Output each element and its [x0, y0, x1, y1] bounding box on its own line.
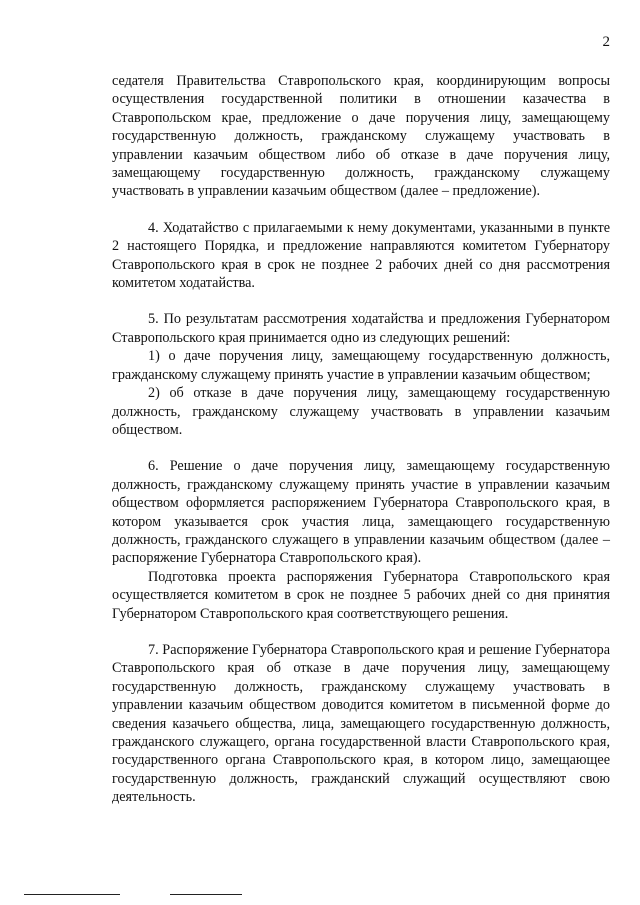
footer-rule-left: [24, 894, 120, 895]
paragraph-5-item-2: 2) об отказе в даче поручения лицу, замещающему государственную должность, гражданскому служащему участвовать в управлении казачьим обществом.: [112, 385, 610, 438]
page-number: 2: [602, 34, 610, 50]
paragraph-gap: [112, 292, 610, 310]
paragraph-7: 7. Распоряжение Губернатора Ставропольского края и решение Губернатора Ставропольского края об отказе в даче поручения лицу, замещающему государственную должность, гражданскому служащему участвовать в управлении казачьим обществом доводится комитетом в письменной форме до сведения казачьего общества, лица, замещающего государственную должность, гражданского служащего, органа государственной власти Ставропольского края, государственного органа Ставропольского края, в котором лицо, замещающее государственную должность, гражданский служащий осуществляют свою деятельность.: [112, 641, 610, 806]
paragraph-gap: [112, 623, 610, 641]
paragraph-6-preparation: Подготовка проекта распоряжения Губернатора Ставропольского края осуществляется комитетом в срок не позднее 5 рабочих дней со дня принятия Губернатором Ставропольского края соответствующего решения.: [112, 568, 610, 622]
paragraph-4: 4. Ходатайство с прилагаемыми к нему документами, указанными в пункте 2 настоящего Порядка, и предложение направляются комитетом Губернатору Ставропольского края в срок не позднее 2 рабочих дней со дня рассмотрения комитетом ходатайства.: [112, 219, 610, 292]
paragraph-gap: [112, 201, 610, 219]
paragraph-continuation: седателя Правительства Ставропольского края, координирующим вопросы осуществления государственной политики в отношении казачества в Ставропольском крае, предложение о даче поручения лицу, замещающему государственную должность, гражданскому служащему участвовать в управлении казачьим обществом либо об отказе в даче поручения лицу, замещающему государственную должность, гражданскому служащему участвовать в управлении казачьим обществом (далее – предложение).: [112, 73, 610, 200]
footer-rule-middle: [170, 894, 242, 895]
paragraph-5-item-1: 1) о даче поручения лицу, замещающему государственную должность, гражданскому служащему принять участие в управлении казачьим обществом;: [112, 348, 610, 383]
document-body: [112, 72, 610, 807]
paragraph-5: 5. По результатам рассмотрения ходатайства и предложения Губернатором Ставропольского края принимается одно из следующих решений:: [112, 311, 610, 346]
paragraph-6: 6. Решение о даче поручения лицу, замещающему государственную должность, гражданскому служащему принять участие в управлении казачьим обществом оформляется распоряжением Губернатора Ставропольского края, в котором указывается срок участия лица, замещающего государственную должность, гражданского служащего в управлении казачьим обществом (далее – распоряжение Губернатора Ставропольского края).: [112, 458, 610, 567]
paragraph-gap: [112, 439, 610, 457]
